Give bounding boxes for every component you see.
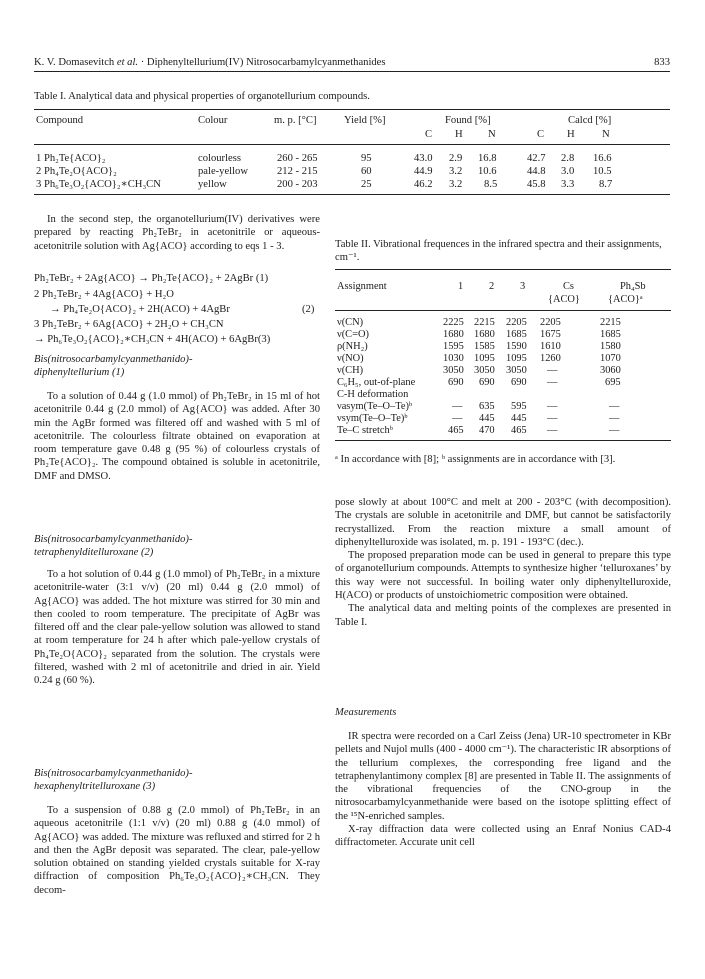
table2-row3-v3: 1590 bbox=[506, 341, 527, 352]
table1-header-yield: Yield [%] bbox=[344, 115, 386, 126]
heading-compound-3-line-a: Bis(nitrosocarbamylcyanmethanido)- bbox=[34, 768, 193, 779]
left-paragraph-3: To a hot solution of 0.44 g (1.0 mmol) of Ph₂TeBr₂ in a mixture acetonitrile-water (3:1 v/v) (20 ml) 0.44 g (2.0 mmol) of Ag{ACO} was added. The hot mixture was stirred for 30 min and then cooled to room temperature. The precipitate of AgBr was filtered off and the clear pale-yellow solution was allowed to stand at room temperature for 24 h after which pale-yellow crystals of Ph₄Te₂O{ACO}₂ separated from the solution. The crystals were filtered, washed with 2 ml of acetonitrile and dried in air. Yield 0.24 g (60 %). bbox=[34, 569, 320, 687]
table2-header-cs-aco: {ACO} bbox=[548, 294, 580, 305]
table2-row4-v5: 1070 bbox=[600, 353, 621, 364]
table2-footnote-text: ᵃ In accordance with [8]; ᵇ assignments are in accordance with [3]. bbox=[335, 454, 616, 465]
table2-row2-v4: 1675 bbox=[540, 329, 561, 340]
table1-row1-found-c: 43.0 bbox=[414, 153, 433, 164]
table2-row1-label: ν(CN) bbox=[337, 317, 364, 328]
table2-row1-v2: 2215 bbox=[474, 317, 495, 328]
equation-3b: → Ph₆Te₃O₂{ACO}₂∗CH₃CN + 4H(ACO) + 6AgBr(3) bbox=[34, 334, 271, 345]
table2-row2-label: ν(C=O) bbox=[337, 329, 369, 340]
header-etal: et al. bbox=[116, 57, 139, 68]
table2-row2-v1: 1680 bbox=[443, 329, 464, 340]
table1-row1-calcd-h: 2.8 bbox=[561, 153, 575, 164]
table2-header-ph4sb: Ph₄Sb bbox=[620, 281, 646, 292]
heading-compound-2-line-a: Bis(nitrosocarbamylcyanmethanido)- bbox=[34, 534, 193, 545]
table1-row2-found-c: 44.9 bbox=[414, 166, 433, 177]
table2-row9-v2: 445 bbox=[479, 413, 495, 424]
table2-row6-v1: 690 bbox=[448, 377, 464, 388]
table2-row2-v3: 1685 bbox=[506, 329, 527, 340]
left-procedure-2 bbox=[34, 568, 320, 688]
table2-top-rule bbox=[335, 269, 671, 270]
right-text-block bbox=[335, 496, 671, 629]
table1-row1-calcd-c: 42.7 bbox=[527, 153, 546, 164]
table2-row4-label: ν(NO) bbox=[337, 353, 364, 364]
table2-row5-label: ν(CH) bbox=[337, 365, 364, 376]
table2-row5-v1: 3050 bbox=[443, 365, 464, 376]
left-paragraph-4: To a suspension of 0.88 g (2.0 mmol) of Ph₂TeBr₂ in an aqueous acetonitrile (1:1 v/v) (20 ml) 0.88 g (4.0 mmol) of Ag{ACO} was added. The mixture was refluxed and stirred for 2 h and then the AgBr deposit was separated. The clear, pale-yellow solution obtained on standing yielded crystals suitable for X-ray diffraction of composition Ph₆Te₃O₂{ACO}₂∗CH₃CN. They decom- bbox=[34, 805, 320, 896]
heading-compound-3 bbox=[34, 767, 320, 794]
table1-row2-calcd-h: 3.0 bbox=[561, 166, 575, 177]
table2-row3-label: ρ(NH₂) bbox=[337, 341, 368, 352]
page-number: 833 bbox=[654, 57, 670, 68]
table1-row3-found-c: 46.2 bbox=[414, 179, 433, 190]
left-procedure-3 bbox=[34, 804, 320, 897]
table1-row1-found-n: 16.8 bbox=[478, 153, 497, 164]
table2-caption: Table II. Vibrational frequences in the infrared spectra and their assignments, cm⁻¹. bbox=[335, 239, 662, 263]
table2-row4-v3: 1095 bbox=[506, 353, 527, 364]
table1-found-n: N bbox=[488, 129, 496, 140]
table1-row3-calcd-h: 3.3 bbox=[561, 179, 575, 190]
header-authors: K. V. Domasevitch bbox=[34, 57, 115, 68]
equation-2-number: (2) bbox=[302, 304, 315, 315]
table2-bottom-rule bbox=[335, 440, 671, 441]
heading-compound-1-line-a: Bis(nitrosocarbamylcyanmethanido)- bbox=[34, 354, 193, 365]
table2-row6-v4: — bbox=[547, 377, 558, 388]
table1-row2-colour: pale-yellow bbox=[198, 166, 249, 177]
table2-header-ph4sb-aco: {ACO}ᵃ bbox=[608, 294, 643, 305]
table2-row4-v2: 1095 bbox=[474, 353, 495, 364]
table1-calcd-h: H bbox=[567, 129, 575, 140]
right-paragraph-5: X-ray diffraction data were collected using an Enraf Nonius CAD-4 diffractometer. Accurate unit cell bbox=[335, 824, 671, 849]
table2-row9-v3: 445 bbox=[511, 413, 527, 424]
table1-row1-found-h: 2.9 bbox=[449, 153, 463, 164]
table1-found-c: C bbox=[425, 129, 433, 140]
right-paragraph-2: The proposed preparation mode can be used in general to prepare this type of organotellurium compounds. Attempts to synthesize higher ‘telluroxanes’ by this way were not successful. In boiling water only diphenyltelluroxide, H(ACO) or products of unstoichiometric composition were obtained. bbox=[335, 550, 671, 602]
table1-row1-calcd-n: 16.6 bbox=[593, 153, 612, 164]
left-procedure-1 bbox=[34, 390, 320, 483]
table1-row3-found-n: 8.5 bbox=[484, 179, 498, 190]
table2-row1-v4: 2205 bbox=[540, 317, 561, 328]
table1-mid-rule bbox=[34, 144, 670, 145]
table2-row10-label: Te–C stretchᵇ bbox=[337, 425, 393, 436]
right-paragraph-3: The analytical data and melting points of the complexes are presented in Table I. bbox=[335, 603, 671, 628]
table2-row8-v1: — bbox=[452, 401, 463, 412]
heading-compound-1 bbox=[34, 353, 320, 380]
heading-compound-1-line-b: diphenyltellurium (1) bbox=[34, 367, 125, 379]
table2-header-assignment: Assignment bbox=[337, 281, 387, 292]
left-paragraph-1: In the second step, the organotellurium(IV) derivatives were prepared by reacting Ph₂TeBr₂ in acetonitrile or aqueous-acetonitrile solution with Ag{ACO} according to eqs 1 - 3. bbox=[34, 214, 320, 252]
table1-row3-yield: 25 bbox=[361, 179, 372, 190]
table1-row2-calcd-n: 10.5 bbox=[593, 166, 612, 177]
table2-row8-v4: — bbox=[547, 401, 558, 412]
table1-row1-compound: 1 Ph₂Te{ACO}₂ bbox=[36, 153, 106, 164]
table1-row2-calcd-c: 44.8 bbox=[527, 166, 546, 177]
table2-row10-v1: 465 bbox=[448, 425, 464, 436]
table2-row8-label: νasym(Te–O–Te)ᵇ bbox=[337, 401, 413, 412]
table1-caption: Table I. Analytical data and physical properties of organotellurium compounds. bbox=[34, 91, 370, 102]
table1-row1-colour: colourless bbox=[198, 153, 241, 164]
table2-row6-v2: 690 bbox=[479, 377, 495, 388]
table1-row2-mp: 212 - 215 bbox=[277, 166, 318, 177]
table1-calcd-c: C bbox=[537, 129, 545, 140]
table1-row3-calcd-n: 8.7 bbox=[599, 179, 613, 190]
right-paragraph-1: pose slowly at about 100°C and melt at 200 - 203°C (with decomposition). The crystals are soluble in acetonitrile and DMF, but cannot be satisfactorily recrystallized. From the reaction mixture a small amount of diphenyltelluroxide was isolated, m. p. 191 - 193°C (dec.). bbox=[335, 497, 671, 548]
heading-compound-3-line-b: hexaphenyltritelluroxane (3) bbox=[34, 781, 156, 793]
heading-compound-2-line-b: tetraphenylditelluroxane (2) bbox=[34, 547, 154, 559]
table2-row9-v5: — bbox=[609, 413, 620, 424]
heading-compound-2 bbox=[34, 533, 320, 560]
table1-bottom-rule bbox=[34, 194, 670, 195]
right-measurements-block bbox=[335, 730, 671, 850]
table2-row5-v3: 3050 bbox=[506, 365, 527, 376]
table2-row5-v4: — bbox=[547, 365, 558, 376]
table1-row3-colour: yellow bbox=[198, 179, 227, 190]
table1-row1-mp: 260 - 265 bbox=[277, 153, 318, 164]
header-rule bbox=[34, 71, 670, 72]
equation-2b: → Ph₄Te₂O{ACO}₂ + 2H(ACO) + 4AgBr bbox=[50, 304, 230, 315]
table2-row7-label: C-H deformation bbox=[337, 389, 409, 400]
equation-3a: 3 Ph₂TeBr₂ + 6Ag{ACO} + 2H₂O + CH₃CN bbox=[34, 319, 224, 330]
left-intro bbox=[34, 213, 320, 253]
equation-1: Ph₂TeBr₂ + 2Ag{ACO} → Ph₂Te{ACO}₂ + 2AgBr (1) bbox=[34, 273, 269, 284]
table2-row3-v2: 1585 bbox=[474, 341, 495, 352]
table2-row10-v3: 465 bbox=[511, 425, 527, 436]
table2-row4-v1: 1030 bbox=[443, 353, 464, 364]
table2-row3-v4: 1610 bbox=[540, 341, 561, 352]
table1-row3-compound: 3 Ph₆Te₃O₂{ACO}₂∗CH₃CN bbox=[36, 179, 161, 190]
table2-row5-v2: 3050 bbox=[474, 365, 495, 376]
table1-header-compound: Compound bbox=[36, 115, 84, 126]
right-paragraph-4: IR spectra were recorded on a Carl Zeiss (Jena) UR-10 spectrometer in KBr pellets and Nujol mulls (400 - 4000 cm⁻¹). The characteristic IR absorptions of the tellurium complexes, the corresponding free ligand and the tetraphenylantimony complex [8] are presented in Table II. The assignments of the vibrational frequencies of the CNO-group in the nitrosocarbamylcyanmethanide were based on the isotope splitting effect of the ¹⁵N-enriched samples. bbox=[335, 731, 671, 822]
table2-row2-v5: 1685 bbox=[600, 329, 621, 340]
table1-row2-found-n: 10.6 bbox=[478, 166, 497, 177]
table2-row1-v3: 2205 bbox=[506, 317, 527, 328]
equation-2a: 2 Ph₂TeBr₂ + 4Ag{ACO} + H₂O bbox=[34, 289, 174, 300]
table2-header-1: 1 bbox=[458, 281, 464, 292]
table2-mid-rule bbox=[335, 310, 671, 311]
heading-measurements: Measurements bbox=[335, 707, 397, 718]
table2-row10-v2: 470 bbox=[479, 425, 495, 436]
table2-row8-v5: — bbox=[609, 401, 620, 412]
table2-row4-v4: 1260 bbox=[540, 353, 561, 364]
table2-header-cs: Cs bbox=[563, 281, 574, 292]
table1-row2-compound: 2 Ph₄Te₂O{ACO}₂ bbox=[36, 166, 117, 177]
table2-row6-v3: 690 bbox=[511, 377, 527, 388]
table2-row9-v1: — bbox=[452, 413, 463, 424]
header-title: Diphenyltellurium(IV) Nitrosocarbamylcyanmethanides bbox=[146, 57, 386, 68]
table1-header-calcd: Calcd [%] bbox=[568, 115, 612, 126]
table2-row8-v3: 595 bbox=[511, 401, 527, 412]
table2-row2-v2: 1680 bbox=[474, 329, 495, 340]
table2-header-2: 2 bbox=[489, 281, 495, 292]
table1-row2-found-h: 3.2 bbox=[449, 166, 463, 177]
table2-row1-v1: 2225 bbox=[443, 317, 464, 328]
table1-calcd-n: N bbox=[602, 129, 610, 140]
table2-row6-label: C₆H₅, out-of-plane bbox=[337, 377, 416, 388]
table2-row8-v2: 635 bbox=[479, 401, 495, 412]
table2-row10-v5: — bbox=[609, 425, 620, 436]
table1-row2-yield: 60 bbox=[361, 166, 372, 177]
table2-header-3: 3 bbox=[520, 281, 526, 292]
table1-header-found: Found [%] bbox=[445, 115, 491, 126]
table2-row9-label: νsym(Te–O–Te)ᵇ bbox=[337, 413, 408, 424]
table1-header-colour: Colour bbox=[198, 115, 228, 126]
table2-row6-v5: 695 bbox=[605, 377, 621, 388]
left-paragraph-2: To a solution of 0.44 g (1.0 mmol) of Ph₂TeBr₂ in 15 ml of hot acetonitrile 0.44 g (2.0 mmol) of Ag{ACO} was added. After 30 min the AgBr formed was filtered off and washed with 5 ml of acetonitrile. The colourless filtrate obtained on evaporation at room temperature gave 0.48 g (95 %) of colourless crystals of Ph₂Te{ACO}₂. The compound obtained is soluble in acetonitrile, DMF and DMSO. bbox=[34, 391, 320, 482]
table2-row9-v4: — bbox=[547, 413, 558, 424]
header-separator: · bbox=[140, 57, 145, 68]
table2-footnote bbox=[335, 453, 671, 466]
table1-found-h: H bbox=[455, 129, 463, 140]
table1-top-rule bbox=[34, 109, 670, 110]
table1-row1-yield: 95 bbox=[361, 153, 372, 164]
table2-row5-v5: 3060 bbox=[600, 365, 621, 376]
table1-row3-found-h: 3.2 bbox=[449, 179, 463, 190]
table2-row3-v5: 1580 bbox=[600, 341, 621, 352]
table2-row10-v4: — bbox=[547, 425, 558, 436]
table2-row1-v5: 2215 bbox=[600, 317, 621, 328]
running-header bbox=[34, 56, 670, 69]
table2-row3-v1: 1595 bbox=[443, 341, 464, 352]
table1-row3-mp: 200 - 203 bbox=[277, 179, 318, 190]
table1-row3-calcd-c: 45.8 bbox=[527, 179, 546, 190]
table1-header-mp: m. p. [°C] bbox=[274, 115, 317, 126]
